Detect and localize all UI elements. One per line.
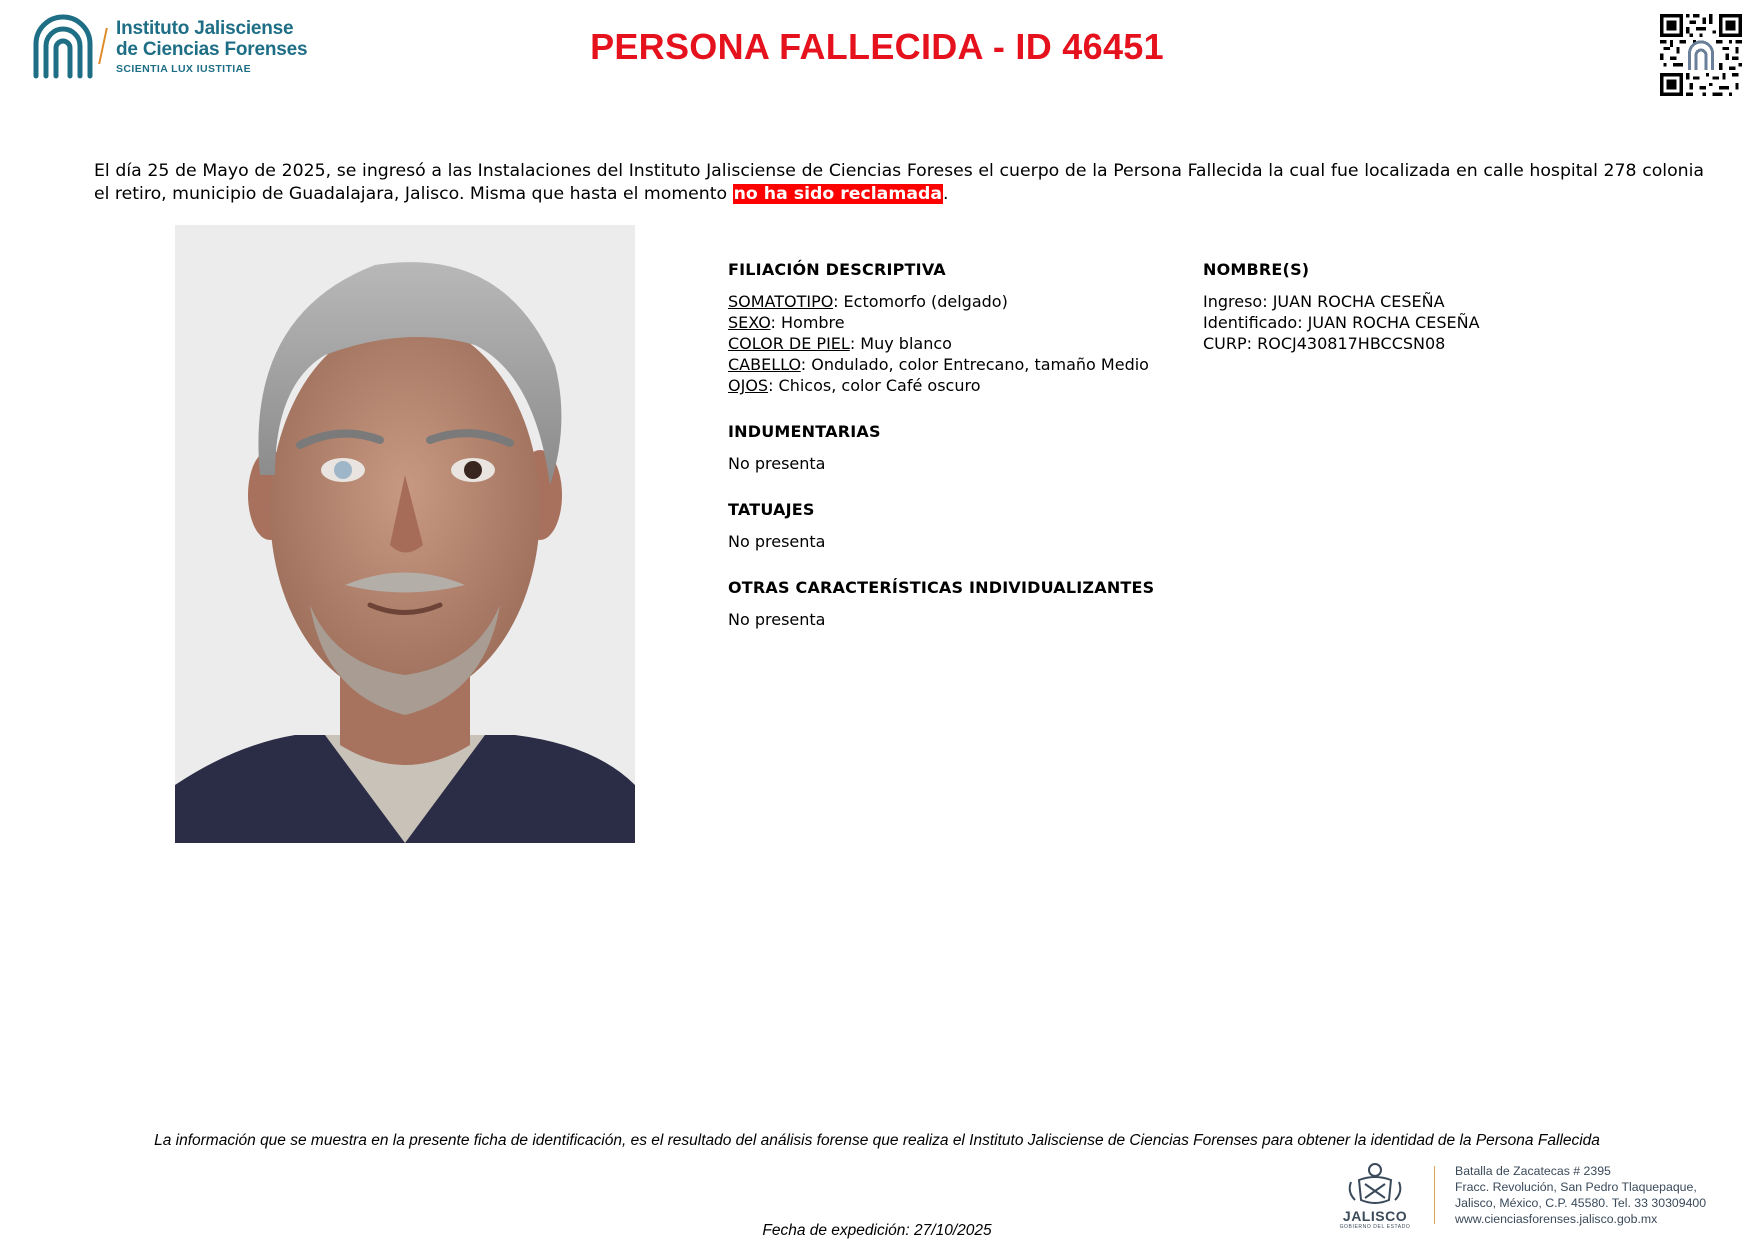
qr-code-icon — [1660, 14, 1742, 96]
jalisco-subtitle: GOBIERNO DEL ESTADO — [1339, 1224, 1411, 1230]
jalisco-logo — [1335, 1160, 1415, 1230]
otras-value: No presenta — [728, 610, 826, 629]
filiacion-value: : Muy blanco — [849, 334, 952, 353]
nombres-section — [1203, 260, 1703, 354]
filiacion-value: : Ectomorfo (delgado) — [833, 292, 1008, 311]
filiacion-item — [728, 333, 1188, 354]
filiacion-item — [728, 312, 1188, 333]
otras-heading: OTRAS CARACTERÍSTICAS INDIVIDUALIZANTES — [728, 578, 1155, 597]
intro-paragraph — [94, 160, 1704, 206]
filiacion-label: CABELLO — [728, 355, 801, 374]
filiacion-item — [728, 291, 1188, 312]
filiacion-item — [728, 354, 1188, 375]
indumentarias-value: No presenta — [728, 454, 826, 473]
filiacion-label: COLOR DE PIEL — [728, 334, 850, 353]
address-block — [1455, 1163, 1706, 1227]
filiacion-heading: FILIACIÓN DESCRIPTIVA — [728, 260, 946, 279]
website-text: www.cienciasforenses.jalisco.gob.mx — [1455, 1212, 1658, 1226]
filiacion-section — [728, 260, 1188, 396]
filiacion-column — [728, 260, 1188, 656]
address-line: Fracc. Revolución, San Pedro Tlaquepaque, — [1455, 1180, 1697, 1194]
filiacion-value: : Hombre — [770, 313, 845, 332]
filiacion-label: OJOS — [728, 376, 769, 395]
filiacion-label: SEXO — [728, 313, 771, 332]
deceased-person-photo — [175, 225, 635, 843]
fecha-expedicion: Fecha de expedición: 27/10/2025 — [762, 1222, 992, 1239]
filiacion-value: : Chicos, color Café oscuro — [768, 376, 981, 395]
logo-line-2: de Ciencias Forenses — [116, 39, 308, 60]
nombre-identificado: Identificado: JUAN ROCHA CESEÑA — [1203, 313, 1480, 332]
address-line: Jalisco, México, C.P. 45580. Tel. 33 30309400 — [1455, 1196, 1707, 1210]
indumentarias-section — [728, 422, 1188, 474]
nombres-column — [1203, 260, 1703, 380]
jalisco-crest-icon — [1335, 1160, 1415, 1208]
filiacion-label: SOMATOTIPO — [728, 292, 834, 311]
footer-separator — [1434, 1166, 1435, 1224]
unclaimed-highlight: no ha sido reclamada — [733, 184, 943, 204]
tatuajes-section — [728, 500, 1188, 552]
curp: CURP: ROCJ430817HBCCSN08 — [1203, 334, 1446, 353]
indumentarias-heading: INDUMENTARIAS — [728, 422, 881, 441]
page-title: PERSONA FALLECIDA - ID 46451 — [590, 26, 1164, 67]
logo-motto: SCIENTIA LUX IUSTITIAE — [116, 63, 251, 75]
filiacion-item — [728, 375, 1188, 396]
disclaimer-text: La información que se muestra en la presente ficha de identificación, es el resultado del análisis forense que realiza el Instituto Jalisciense de Ciencias Forenses para obtener la identidad de la Persona Fallecida — [154, 1132, 1600, 1149]
jalisco-name: JALISCO — [1342, 1208, 1408, 1224]
nombres-heading: NOMBRE(S) — [1203, 260, 1310, 279]
otras-section — [728, 578, 1188, 630]
intro-text: El día 25 de Mayo de 2025, se ingresó a las Instalaciones del Instituto Jalisciense de Ciencias Foreses el cuerpo de la Persona Fallecida la cual fue localizada en calle hospital 278 colonia el retiro, municipio de Guadalajara, Jalisco. Misma que hasta el momento — [94, 161, 1704, 204]
nombre-ingreso: Ingreso: JUAN ROCHA CESEÑA — [1203, 292, 1445, 311]
logo-line-1: Instituto Jalisciense — [116, 18, 294, 39]
tatuajes-value: No presenta — [728, 532, 826, 551]
filiacion-value: : Ondulado, color Entrecano, tamaño Medio — [800, 355, 1149, 374]
tatuajes-heading: TATUAJES — [728, 500, 815, 519]
address-line: Batalla de Zacatecas # 2395 — [1455, 1164, 1611, 1178]
intro-end: . — [943, 184, 949, 204]
